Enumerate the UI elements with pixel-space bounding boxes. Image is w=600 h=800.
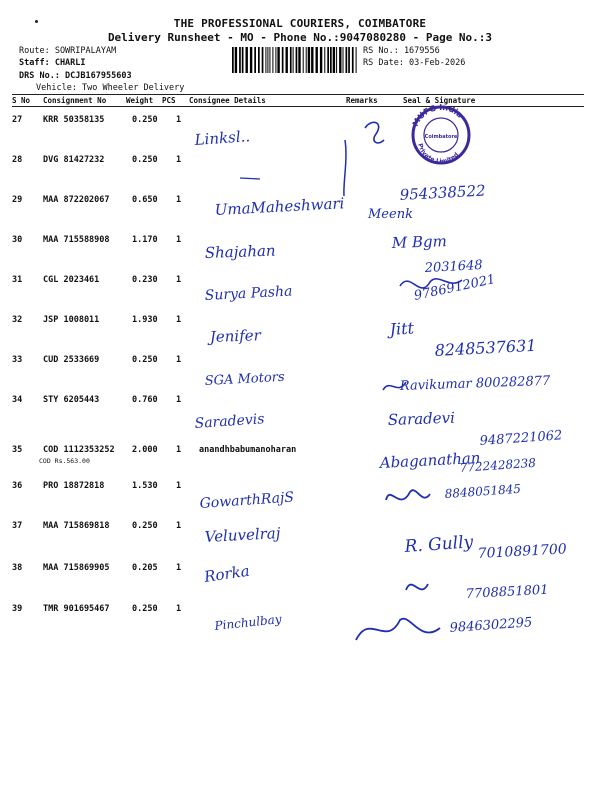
cell-cod-amount: COD Rs.563.00	[39, 457, 90, 465]
handwritten-phone-row-38: 7708851801	[465, 582, 549, 602]
cell-cons: MAA 715869818	[43, 521, 110, 531]
cell-sno: 38	[12, 563, 23, 573]
handwritten-sign-row-35: Abaganathan	[379, 448, 481, 472]
col-consignment: Consignment No	[43, 96, 107, 105]
handwritten-phone-row-35: 7722428238	[459, 455, 537, 475]
table-row	[12, 515, 584, 555]
cell-cons: COD 1112353252	[43, 445, 115, 455]
handwritten-phone-row-34: 9487221062	[479, 428, 563, 449]
table-row	[12, 149, 584, 189]
handwritten-phone-row-29: 954338522	[399, 181, 486, 204]
cell-pcs: 1	[176, 115, 182, 125]
company-title: THE PROFESSIONAL COURIERS, COIMBATORE	[173, 17, 427, 30]
cell-sno: 29	[12, 195, 23, 205]
route-label: Route: SOWRIPALAYAM	[19, 46, 117, 56]
handwritten-sign-row-34: Saradevi	[387, 408, 456, 429]
cell-pcs: 1	[176, 481, 182, 491]
handwritten-phone-row-36: 8848051845	[444, 481, 522, 501]
table-row	[12, 475, 584, 515]
col-seal: Seal & Signature	[403, 96, 476, 105]
cell-sno: 36	[12, 481, 23, 491]
table-row	[12, 189, 584, 229]
table-row	[12, 598, 584, 638]
cell-cons: DVG 81427232	[43, 155, 105, 165]
cell-pcs: 1	[176, 521, 182, 531]
cell-weight: 2.000	[132, 445, 158, 455]
handwritten-name-row-33: SGA Motors	[204, 369, 285, 389]
cell-pcs: 1	[176, 155, 182, 165]
cell-pcs: 1	[176, 315, 182, 325]
header-rule-bottom	[12, 106, 584, 107]
cell-pcs: 1	[176, 195, 182, 205]
handwritten-phone-row-37: 7010891700	[477, 541, 568, 562]
cell-weight: 0.760	[132, 395, 158, 405]
handwritten-name-row-27: Linksl..	[194, 127, 251, 149]
handwritten-name-row-38: Rorka	[203, 561, 251, 586]
table-row	[12, 439, 584, 479]
col-pcs: PCS	[162, 96, 176, 105]
handwritten-name-row-34: Saradevis	[194, 411, 265, 432]
runsheet-title: Delivery Runsheet - MO - Phone No.:9047080280 - Page No.:3	[107, 31, 493, 44]
staff-label: Staff: CHARLI	[19, 58, 86, 68]
cell-sno: 37	[12, 521, 23, 531]
cell-pcs: 1	[176, 395, 182, 405]
cell-cons: STY 6205443	[43, 395, 100, 405]
cell-sno: 33	[12, 355, 23, 365]
table-row	[12, 557, 584, 597]
col-remarks: Remarks	[346, 96, 378, 105]
handwritten-name-row-31: Surya Pasha	[204, 283, 293, 304]
barcode	[232, 47, 358, 73]
cell-cons: MAA 715588908	[43, 235, 110, 245]
seal-text-top: MUFG India	[410, 102, 465, 128]
cell-sno: 28	[12, 155, 23, 165]
seal-text-bottom: Private Limited	[416, 142, 461, 166]
table-row	[12, 309, 584, 349]
table-row	[12, 269, 584, 309]
vehicle-label: Vehicle: Two Wheeler Delivery	[36, 83, 185, 93]
rs-date: RS Date: 03-Feb-2026	[363, 58, 466, 68]
table-row	[12, 389, 584, 429]
cell-weight: 0.250	[132, 604, 158, 614]
cell-cons: KRR 50358135	[43, 115, 105, 125]
cell-weight: 0.205	[132, 563, 158, 573]
handwritten-name-row-32: Jenifer	[209, 326, 262, 346]
cell-cons: JSP 1008011	[43, 315, 100, 325]
handwritten-name-row-37: Veluvelraj	[204, 524, 281, 546]
cell-sno: 39	[12, 604, 23, 614]
handwritten-phone-row-32: 8248537631	[434, 335, 537, 360]
cell-cons: CUD 2533669	[43, 355, 100, 365]
cell-sno: 30	[12, 235, 23, 245]
cell-pcs: 1	[176, 563, 182, 573]
cell-cons: PRO 18872818	[43, 481, 105, 491]
handwritten-phone-row-30: 2031648	[424, 257, 484, 276]
handwritten-name-row-29: UmaMaheshwari	[214, 194, 345, 219]
handwritten-sign-row-30: M Bgm	[391, 232, 448, 252]
cell-cons: TMR 901695467	[43, 604, 110, 614]
table-row	[12, 349, 584, 389]
cell-pcs: 1	[176, 604, 182, 614]
cell-pcs: 1	[176, 275, 182, 285]
cell-consignee: anandhbabumanoharan	[199, 445, 297, 455]
cell-sno: 34	[12, 395, 23, 405]
cell-weight: 0.230	[132, 275, 158, 285]
handwritten-name-row-36: GowarthRajS	[199, 489, 295, 512]
cell-weight: 0.250	[132, 355, 158, 365]
cell-sno: 35	[12, 445, 23, 455]
cell-pcs: 1	[176, 235, 182, 245]
rs-number: RS No.: 1679556	[363, 46, 440, 56]
cell-cons: MAA 872202067	[43, 195, 110, 205]
col-consignee: Consignee Details	[189, 96, 266, 105]
handwritten-sign-row-32: Jitt	[388, 318, 415, 339]
cell-weight: 0.650	[132, 195, 158, 205]
handwritten-phone-row-31: 9786912021	[412, 272, 497, 304]
seal-text-center: Coimbatore	[424, 134, 458, 140]
cell-pcs: 1	[176, 355, 182, 365]
table-row	[12, 229, 584, 269]
cell-pcs: 1	[176, 445, 182, 455]
cell-cons: CGL 2023461	[43, 275, 100, 285]
handwritten-sign-row-29: Meenk	[368, 207, 413, 222]
cell-weight: 1.930	[132, 315, 158, 325]
drs-label: DRS No.: DCJB167955603	[19, 71, 132, 81]
table-row	[12, 109, 584, 149]
handwritten-sign-row-37: R. Gully	[403, 532, 474, 557]
cell-weight: 0.250	[132, 155, 158, 165]
cell-cons: MAA 715869905	[43, 563, 110, 573]
col-sno: S No	[12, 96, 31, 105]
cell-weight: 1.170	[132, 235, 158, 245]
cell-weight: 0.250	[132, 115, 158, 125]
handwritten-name-row-39: Pinchulbay	[213, 612, 283, 633]
cell-weight: 1.530	[132, 481, 158, 491]
cell-sno: 27	[12, 115, 23, 125]
cell-sno: 32	[12, 315, 23, 325]
cell-sno: 31	[12, 275, 23, 285]
handwritten-phone-row-33: Ravikumar 800282877	[399, 373, 551, 394]
handwritten-phone-row-39: 9846302295	[449, 615, 533, 636]
cell-weight: 0.250	[132, 521, 158, 531]
col-weight: Weight	[126, 96, 154, 105]
header-rule-top	[12, 94, 584, 95]
handwritten-name-row-30: Shajahan	[204, 241, 276, 262]
